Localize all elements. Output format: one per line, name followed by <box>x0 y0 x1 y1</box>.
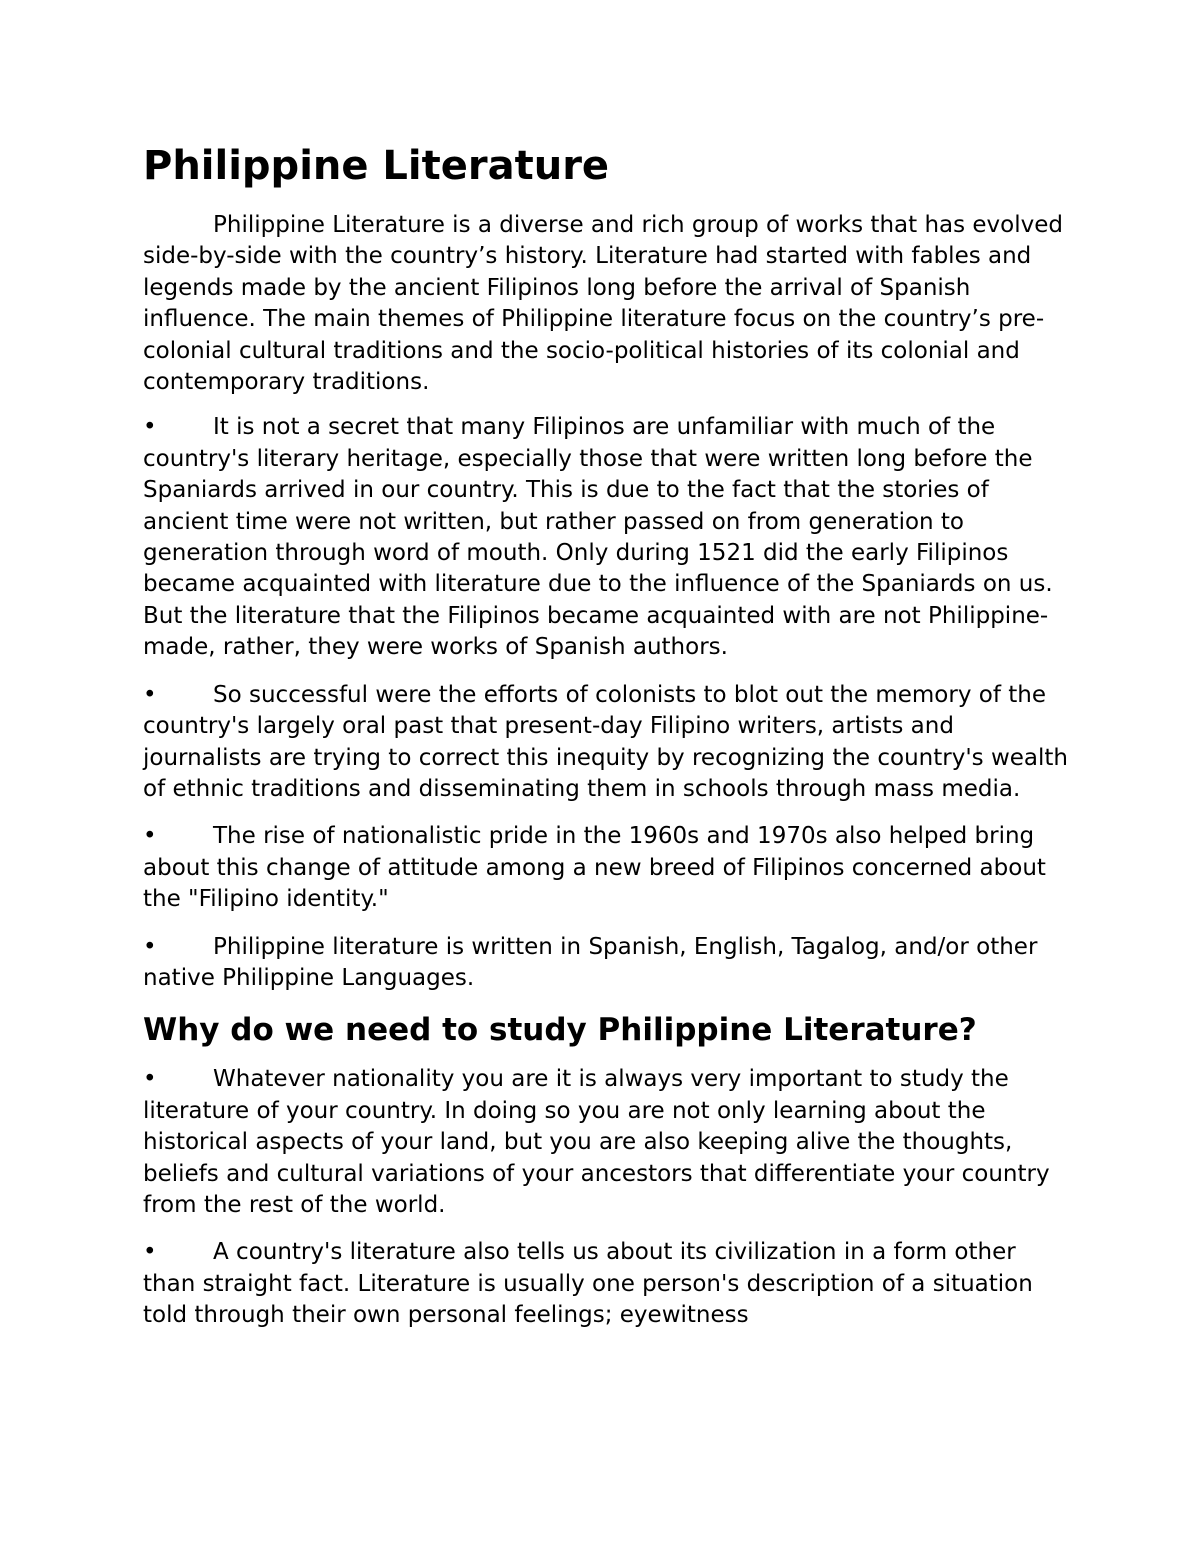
bullet-icon: • <box>143 681 157 708</box>
bullet-icon: • <box>143 1239 157 1266</box>
list-item-text: A country's literature also tells us about its civilization in a form other than straight fact. Literature is usually one person's description of a situation told through their own personal feelings; eyewitness <box>143 1239 1033 1329</box>
section-heading: Why do we need to study Philippine Literature? <box>143 1012 977 1049</box>
list-item <box>143 932 1068 995</box>
document-page <box>143 138 1068 1348</box>
page-title: Philippine Literature <box>143 143 610 189</box>
bullet-icon: • <box>143 933 157 960</box>
intro-paragraph: Philippine Literature is a diverse and rich group of works that has evolved side-by-side with the country’s history. Literature had started with fables and legends made by the ancient Filipinos long before the arrival of Spanish influence. The main themes of Philippine literature focus on the country’s pre-colonial cultural traditions and the socio-political histories of its colonial and contemporary traditions. <box>143 212 1063 396</box>
list-item <box>143 412 1068 663</box>
bullet-icon: • <box>143 414 157 441</box>
list-item-text: The rise of nationalistic pride in the 1960s and 1970s also helped bring about this change of attitude among a new breed of Filipinos concerned about the "Filipino identity." <box>143 823 1046 913</box>
list-item <box>143 1064 1068 1221</box>
list-item <box>143 1237 1068 1331</box>
list-item-text: Whatever nationality you are it is always very important to study the literature of your country. In doing so you are not only learning about the historical aspects of your land, but you are also keeping alive the thoughts, beliefs and cultural variations of your ancestors that differentiate your country from the rest of the world. <box>143 1066 1050 1218</box>
bullet-icon: • <box>143 823 157 850</box>
list-item <box>143 680 1068 806</box>
bullet-icon: • <box>143 1066 157 1093</box>
list-item <box>143 821 1068 915</box>
list-item-text: It is not a secret that many Filipinos are unfamiliar with much of the country's literary heritage, especially those that were written long before the Spaniards arrived in our country. This is due to the fact that the stories of ancient time were not written, but rather passed on from generation to generation through word of mouth. Only during 1521 did the early Filipinos became acquainted with literature due to the influence of the Spaniards on us. But the literature that the Filipinos became acquainted with are not Philippine-made, rather, they were works of Spanish authors. <box>143 414 1053 661</box>
list-item-text: So successful were the efforts of colonists to blot out the memory of the country's largely oral past that present-day Filipino writers, artists and journalists are trying to correct this inequity by recognizing the country's wealth of ethnic traditions and disseminating them in schools through mass media. <box>143 681 1068 802</box>
list-item-text: Philippine literature is written in Spanish, English, Tagalog, and/or other native Philippine Languages. <box>143 933 1038 991</box>
